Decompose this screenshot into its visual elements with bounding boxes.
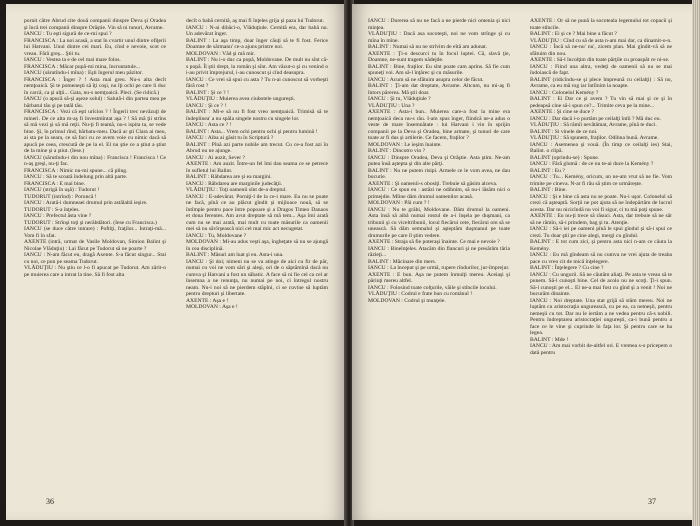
dialogue-line: IANCU : Ai auzit, Sever ?	[186, 154, 246, 161]
dialogue-line: AXENTE : Straja să fie poteraşi înainte. Ce mai e nevoie ?	[368, 239, 500, 245]
dialogue-line: pornit către Abrud cite două companii dinspre Deva şi Oradea şi încă trei companii dinspre Orăştie. Vin să ni tunuri, Avrame.	[24, 18, 166, 31]
dialogue-line: AXENTE : Or să ne pună la socoteala legemului tot copacii şi toate stîncile.	[530, 18, 672, 31]
dialogue-line: BALINT : Numai să nu ne strîvim de eîtă am adunat.	[368, 44, 488, 50]
dialogue-line: BALINT : Nu ne putem risipi. Armele ce le vom avea, ne dau bucurie.	[368, 167, 510, 180]
dialogue-line: IANCU : Durerea să nu ne facă a ne pierde nici omenia şi nici minţea.	[368, 18, 510, 31]
dialogue-line: BALINT : Bine, fraţilor. Eu sînt poate cam aprins. Să fie cum spuneţi voi. Am să-l înţărec şi cu măsurile.	[368, 63, 510, 76]
dialogue-line: IANCU : La început şi pe urmă, rupere rîndurilor, jur-împrejur.	[368, 265, 510, 271]
dialogue-line: BALINT : Dincotro vin ?	[368, 148, 426, 154]
dialogue-line: IANCU : Ce spun eu : astăzi ne odihnim, să nu-i lăsăm nici o primejdie. Mîine dăm drumul oamenilor acasă.	[368, 187, 510, 200]
dialogue-line: FRANCISCA : Nimic nu-mi spune... că pling.	[24, 167, 128, 174]
dialogue-line: FRANCISCA : La noi acasă, a stat în cvartir unul dintre ofiţerii lui Hatvani. Unul dintre cei mari. Eu, cînd e nevoie, scot ce vreau. Fără greş... Ştii tu.	[24, 37, 166, 57]
dialogue-line: IANCU : Aiba ai găsit tu în Scriptură ?	[186, 135, 274, 141]
dialogue-line: IANCU : N-am făcut eu, dragă Axente. S-a făcut singur... Stai cu noi, ce pun pe seama Tudorut.	[24, 252, 166, 265]
dialogue-line: VLĂDUŢIU : Una ?	[368, 102, 415, 109]
dialogue-line: IANCU : Fiind una altra, vedeţi de oamenii să nu se mai îndoiască de fapt.	[530, 63, 672, 76]
dialogue-line: MOLDOVAN : Codrul şi munţele.	[368, 297, 446, 304]
dialogue-line: IANCU : Asemenea şi vouă. (În timp ce ceilalţi ies) Stai, Balint. o clipă.	[530, 141, 672, 154]
dialogue-line: IANCU : Arată-i dumneaei drumul prin astălaltă ieşire.	[24, 200, 148, 206]
dialogue-line: BALINT : Ei Dar ce şi avem ? Tu vin să mai şi ce şi în pedeapsă cine să-i spun ce?... Trimite ceva pe la mine...	[530, 96, 672, 109]
dialogue-line: IANCU : E-adevărat. Porniţi-l de la ce-i mare. Eu nu se poate ne facă, pînă ce au plăcut gîndit şi mijloace nouă, să se întîmple pentru pace între popoare şi a Dragos Timeo Danaos et dona ferentes. Am avut dreptate să mă tem... Aşa îmi arată cum nu se mai arată, mai mult cu toate măsurile ca oamenii mei să nu săvîrşească nici cel mai mic act necugetat.	[186, 193, 328, 232]
dialogue-line: IANCU : Tu, Moldovane ?	[186, 232, 247, 239]
dialogue-line: MOLDOVAN : Văd şi mă mir.	[186, 50, 256, 57]
dialogue-line: IANCU : Fără glumă : de ce nu te-ai duce la Kemény ?	[530, 161, 654, 167]
dialogue-line: IANCU (sărutîndu-i mîna) : Eşti îngerul meu păzitor.	[24, 70, 143, 76]
dialogue-line: IANCU : Şi e bine că asta nu se poate. Nu-i uşor. Colonelul să crezi că aşteaptă. Sorţii ne pot ajuta să ne îndepărtăm de lucrul acesta. Dar nu nicicîndă nu voi fi sigur, ci tu mă poţi spune.	[530, 193, 672, 213]
dialogue-line: BALINT : Pînă azi parte nobile am trecut. Cu ce-a fost azi în Abrud nu ne ajunge.	[186, 141, 328, 154]
dialogue-line: AXENTE : Şi cine se duce ?	[530, 109, 594, 115]
dialogue-line: IANCU : Tu... Kemény, oricum, un ne-am vrut să ne fie. Vom trimite pe cineva. N-ar fi rău să știm ce urmărește.	[530, 174, 672, 187]
dialogue-line: BALINT : Si vinele de ce noi.	[530, 128, 598, 135]
dialogue-line: VLĂDUŢIU : Toţi oamenii sînt de-a dreptul.	[186, 187, 287, 193]
dialogue-line: VLĂDUŢIU : Să spunem, fraţilor. Odihna bună. Avrame.	[530, 135, 659, 141]
dialogue-line: VLĂDUŢIU : Codrul e frate bun cu românul !	[368, 291, 473, 297]
right-column-2	[530, 18, 672, 356]
page-edges	[692, 0, 700, 526]
dialogue-line: IANCU (sărutîndu-i din nou mîna) : Francisca ! Francisca ! Ce n-aş greşi, nu-ţi fac.	[24, 154, 166, 167]
dialogue-line: BALINT : Eu ?	[530, 167, 565, 174]
dialogue-line: VLĂDUŢIU : Dacă asa socoteşti, noi ne vom strînge şi cu mîna în mîne.	[368, 31, 510, 44]
dialogue-line: VLĂDUŢIU : Să rămîi nevătămat, Avrame, pînă te duci.	[530, 122, 657, 128]
page-number-right: 37	[648, 497, 656, 506]
dialogue-line: IANCU : Acum să ne sfătuim asupra celor de făcut.	[368, 76, 484, 83]
dialogue-line: BALINT : Măsuri am luat şi eu. Asta-i una.	[186, 252, 284, 258]
dialogue-line: IANCU : N-ai dibăci-o, Vlăduţiule. Cernită era, dar babă nu. Un adevărat înger.	[186, 24, 328, 37]
dialogue-line: BALINT : Ţi-am dat dreptate, Avrame. Altcum, nu mi-aş fi întors părerea. Mă ştii doar.	[368, 83, 510, 96]
dialogue-line: AXENTE : Să-l încolţim din toate părţile cu proaspăt ce ni-se.	[530, 57, 670, 63]
dialogue-line: MOLDOVAN : Mi-au adus veşti aşa, îngheţate să nu se ajungă în cea disciplină.	[186, 239, 328, 252]
dialogue-line: IANCU : Vestea ta e de cel mai mare folos.	[24, 57, 121, 63]
dialogue-line: BALINT : La aşa timp, doar înger căuţi să te fi fost. Ferice Doamne de sărmanu' ce-a ajuns printre noi.	[186, 37, 328, 50]
dialogue-line: IANCU : Tu eşti sigură de ce-mi spui ?	[24, 31, 112, 37]
dialogue-line: IANCU : Am mai vorbit de-altfel ori. E vremea s-o pricepem o dată pentru	[530, 343, 672, 356]
dialogue-line: VLĂDUŢIU : Muierea avea ciubotele ungureşti.	[186, 96, 296, 102]
dialogue-line: IANCU : Bineînţeles. Atacăm din flancuri şi ne presărăm tăria răzleţi...	[368, 245, 510, 258]
dialogue-line: VLĂDUŢIU : Nu ştiu ce l-o fi apucat pe Tudorut. Am zărit-o pe muierea care a intrat la tine. Să fi fost alta	[24, 265, 166, 278]
dialogue-line: IANCU : Ce vrei să spui cu asta ? Tu n-ai cunoscut să vorbeşti fără rost ?	[186, 76, 328, 89]
dialogue-line: BALINT : Răbdarea are şi ea margini.	[186, 174, 272, 180]
dialogue-line: AXENTE : E bun. Aşa ne putem înmulţi mereu. Aceiaşi şi părinţi mereu altfel.	[368, 271, 510, 284]
dialogue-line: IANCU : Şi ce ? !	[186, 102, 227, 109]
dialogue-line: BALINT : E tot cum zici, şi pentru asta nici n-am ce căuta la Kemény.	[530, 239, 672, 252]
dialogue-line: MOLDOVAN : Aşa e !	[186, 304, 238, 310]
dialogue-line: BALINT (oprindu-se) : Spune.	[530, 154, 600, 161]
dialogue-line: IANCU : Să-i iei pe oameni pînă le spui gîndul şi să-i spui ce crezi. Tu doar ştii pe cine alegi, mergi cu gîndul.	[530, 226, 672, 239]
dialogue-line: AXENTE : Asta-i bun.. Muierea care-a fost la mine era nemţoaică deca nu-s rău. I-am spus înger, fiindcă ne-a adus o veste de mare însemnătate : lui Hatvani i vin în sprijin companii pe la Deva şi Oradea, bine armate, şi tunuri de care toate ar fi dus şi artilerie. Ce facem, fraţilor ?	[368, 109, 510, 141]
dialogue-line: VLĂDUŢIU : Cînd cu să de asta n-am mai dar, ca dinamit-o-n.	[530, 37, 672, 44]
dialogue-line: AXENTE : Şi oamenii-s obosiţi. Trebuie să găsim alceva.	[368, 180, 498, 187]
dialogue-line: BALINT : Măcinare din mers.	[368, 258, 437, 265]
dialogue-line: decît o babă cernită, aş mai fi înţeles grija şi paza lui Tudorut.	[186, 18, 324, 24]
dialogue-line: IANCU : Şi tu, Vlăduţiule ?	[368, 96, 431, 102]
dialogue-line: BALINT (ridicîndu-se şi plece împreună cu ceilalţi) : Să nu, Avrame, ca eu mă rog iar întîlnim la noapte.	[530, 76, 672, 89]
dialogue-line: AXENTE : Eu nu-ţi trece să răsuci. Asta, dar trebuie să ne săr să ne rămîn, să-i prindem, bag şi tu. Atenţie.	[530, 213, 672, 226]
dialogue-line: TUDORUT : Strînşi toţi şi nerăbdători. (Iese cu Francisca.)	[24, 219, 157, 226]
left-column-1	[24, 18, 166, 278]
dialogue-line: FRANCISCA : Măcar pupă-mi mina, încruntatule...	[24, 63, 141, 70]
dialogue-line: FRANCISCA : Vezi că eşti urîcios ? ! Îngerii trec nevăzuţi de mineri. De ce alta m-aş fi învestmîntat aşa ? ! Să mă ţii strîns să mă vezi şi să mă reţii. Nu-ţi fi teamă, nu-s ispita ta, se vede bine. Şi, în primul rînd, bărbatu-meu. Dacă ar şti Clara ai meu, ai sta pe la seara, ce să faci cu ce avem voie cu nimic dacă să apucă pe ceea, crescută de pe la el. El nu ştie ce a ştiut a ştiut de la mine şi a ştiut. (Iese.)	[24, 109, 166, 154]
dialogue-line: BALINT : Asta... Vrem ochi pentru ochi şi pentru lumină !	[186, 128, 318, 135]
dialogue-line: FRANCISCA : Înger ? ! Asta mai greu. Nu-s alta decît nemţoaică. Şi te pomeneşti să îţi coşi, nu îţi ochi pe care li duc în carcă, ca şi alţii... Gata, nu-s nemţoaică. Pleci. (Se ridică.)	[24, 76, 166, 96]
dialogue-line: MOLDOVAN : Păi cum ? !	[368, 200, 430, 206]
dialogue-line: IANCU : Dinspre Oradea, Deva şi Orăştie. Asta ştim. Ne-am putea însă aştepta şi din alte părţi.	[368, 154, 510, 167]
dialogue-line: IANCU (o apucă să-şi aşeze solul) : Salută-i din partea mea pe bărbatul tău şi pe tatăl tău.	[24, 96, 166, 109]
dialogue-line: IANCU : Nu te grăbi, Moldovane. Dăm drumul la oameni. Asta însă să aibă numai rostul de a-i înşela pe duşmani, ca tribunii şi cu viceltribunii, locul fiecărui cete, fiecărui om să se unească. Să dăm semnalul şi aşteptăm duşmanul pe toate drumurile pe care îl ştim vedere.	[368, 206, 510, 239]
dialogue-line: IANCU : Răbdarea are marginile judecăţii.	[186, 180, 283, 187]
dialogue-line: IANCU : Eu mă gîndeam să nu cumva ne vrei ajuta de treaba pace cu vreo cit de mică înţelegere.	[530, 252, 672, 265]
dialogue-line: IANCU : Colonelul Kemény ?	[530, 89, 599, 96]
dialogue-line: IANCU : Dar dacă i-o purtăm pe ceilalţi întîi ? Mă duc eu.	[530, 115, 661, 122]
dialogue-line: IANCU : Noi dreptate. Una stat grijă să stăm mereu. Noi ne luptăm cu aristocraţia ungurească, cu pe ea, ca nemeşii, pentru nemeşii cu tot. Dar nu le iertăm a ne vedea pentru că-s nobili. Pentru îndreptarea aristocraţiei ungureşti, ca-i bună pentru a face ce le vine şi cuprinde în faţa lor. Şi pentru care se ba legea.	[530, 297, 672, 336]
dialogue-line: MOLDOVAN : Le ieşim înainte.	[368, 141, 442, 148]
dialogue-line: TUDORUT (intrînd) : Poruncă !	[24, 193, 97, 200]
dialogue-line: IANCU : Cu ungurii. Să ne căutăm aliaţi. Pe asta te vreau să te punem. Să-l cunoşti bine. Cel de acolo nu ne scoţi. Ţi-i spun. Să-l cunoşti pe el... El ne-a mai fost cu gînd şi a venit ! Noi ne bucurăm dinainte.	[530, 271, 672, 297]
dialogue-line: BALINT : Nu i-o duc ca popă, Moldovane. De mult nu sînt că-s popă. Îl ştii drept, la român şi sînt. Am văzut-o şi cu venind o i-au privit împrejurul, i-au cunoscut şi cînd deasupra.	[186, 57, 328, 76]
dialogue-line: IANCU : Prefectul ăsta vine ?	[24, 213, 92, 219]
right-column-1	[368, 18, 510, 304]
dialogue-line: BALINT : Bine.	[530, 187, 567, 193]
dialogue-line: AXENTE : Ţi-o descurci tu în focul luptei. Că, slavă ţie, Doamne, ne-sunt tragem nădejde.	[368, 50, 510, 63]
dialogue-line: BALINT : Mde !	[530, 336, 569, 343]
dialogue-line: IANCU (strigă în uşă) : Tudorut !	[24, 187, 100, 193]
dialogue-line: AXENTE (intră, urmat de Vasile Moldovan, Simion Balint şi Nicolae Vlăduţiu) : Lai făcut pe Tudorut să ne poarte ?	[24, 239, 166, 252]
page-number-left: 36	[46, 497, 54, 506]
dialogue-line: AXENTE : Am auzit. Între-un fel îmi dau seama ce se petrece în sufletul lui Balint.	[186, 161, 328, 174]
dialogue-line: TUDORUT : S-a înţeles.	[24, 206, 80, 213]
left-page	[6, 4, 346, 520]
right-page	[352, 4, 694, 520]
dialogue-line: IANCU : Încă să ne-nu' nu', zicem plan. Mai gîndit-vă să ne sfătuim din nou.	[530, 44, 672, 57]
dialogue-line: BALINT : Ei şi ce ? Mai bine a făcut ?	[530, 31, 617, 37]
dialogue-line: FRANCISCA : E mai bine.	[24, 180, 86, 187]
left-column-2	[186, 18, 328, 311]
dialogue-line: IANCU : Şi doi; nimeni nu se va atinge de aici cu fir de păr, numai cu voi ne vom sări şi aleşi, ori de o săptămînă dacă nu cumva şi Hatvani a fost un săbatic. A face să ni fie cel ca cel ar însemna a ne renunţa, nu numai pe noi, ci întregul nostru neam. Nu-i noi să ne pierdem stăpîni, ci se cuvine să luptăm pentru drepturi şi libertate.	[186, 258, 328, 297]
dialogue-line: BALINT : Şi ce ? !	[186, 89, 229, 96]
dialogue-line: IANCU (se duce către intrare) : Poftiţi, fraţilor... Intraţi-mă... Vom fi în sfat.	[24, 226, 166, 239]
dialogue-line: IANCU : Asta ce ? !	[186, 122, 232, 128]
dialogue-line: BALINT : Mi-e să nu fi fost vreo nemţoaică. Trimisă să te îndeplinea' a nu spăla singele nostru cu singele lor.	[186, 109, 328, 122]
dialogue-line: BALINT : Înţelegere ? Cu cine ?	[530, 265, 604, 271]
dialogue-line: IANCU : Să te scoată îndelung prin altă parte.	[24, 174, 128, 180]
dialogue-line: AXENTE : Aşa e !	[186, 297, 229, 304]
dialogue-line: IANCU : Folosind toate colţurile, văile şi stîncile locului.	[368, 284, 497, 291]
